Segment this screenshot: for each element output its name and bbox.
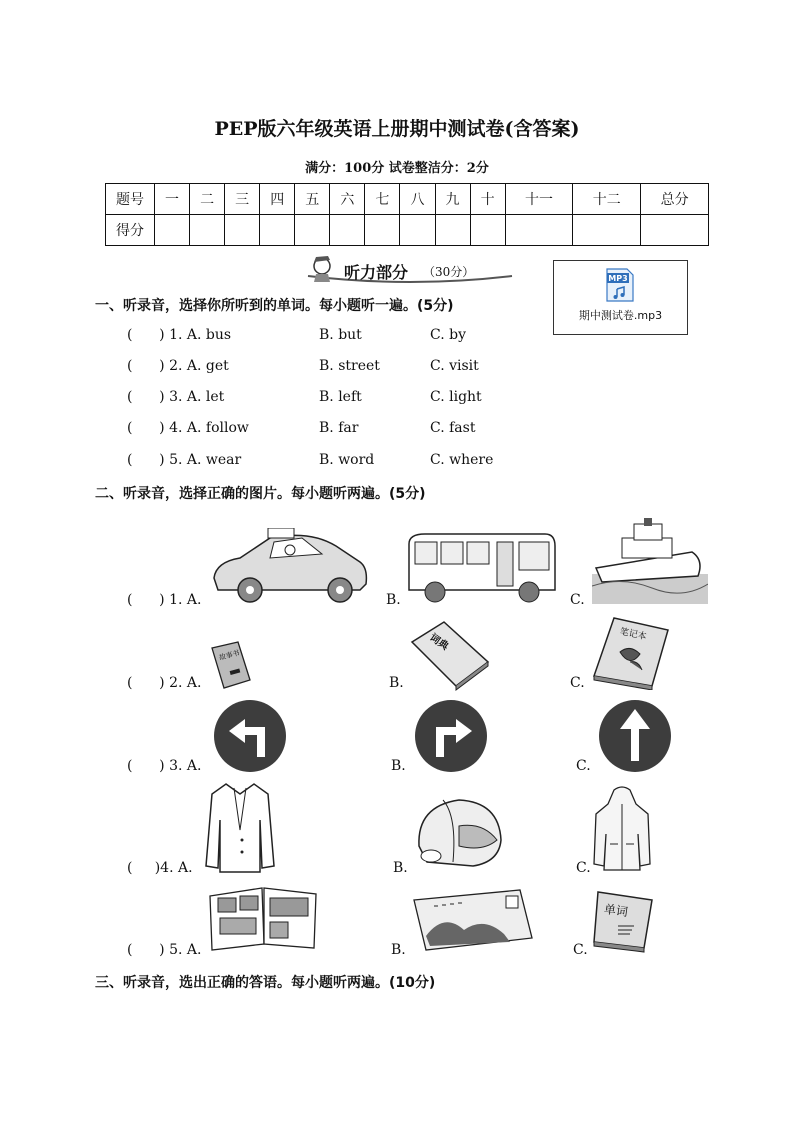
score-cell[interactable]: [400, 215, 435, 246]
table-cell: 五: [295, 184, 330, 215]
score-cell[interactable]: [641, 215, 709, 246]
table-cell: 八: [400, 184, 435, 215]
option-c-label[interactable]: C.: [570, 675, 585, 691]
option-b-label[interactable]: B.: [391, 758, 406, 774]
table-cell: 题号: [106, 184, 155, 215]
score-table: [105, 183, 709, 246]
storybook-image[interactable]: [208, 640, 254, 692]
table-cell: 十二: [573, 184, 641, 215]
option-a-label[interactable]: ) 2. A.: [159, 675, 202, 691]
score-cell[interactable]: [330, 215, 365, 246]
turn-left-sign-icon[interactable]: [213, 699, 287, 773]
score-cell[interactable]: [295, 215, 330, 246]
question-option-a[interactable]: ) 2. A. get: [159, 358, 229, 374]
option-c-label[interactable]: C.: [576, 860, 591, 876]
book-label: 单词: [603, 901, 629, 920]
taxi-image[interactable]: [210, 528, 370, 606]
picture-question-2: ( ) 2. A.: [127, 675, 202, 691]
option-c-label[interactable]: C.: [570, 592, 585, 608]
picture-question-5: ( ) 5. A.: [127, 942, 202, 958]
option-b-label[interactable]: B.: [391, 942, 406, 958]
banner-decoration: [300, 254, 520, 284]
question-option-a[interactable]: ) 1. A. bus: [159, 327, 232, 343]
section1-heading: 一、听录音，选择你所听到的单词。每小题听一遍。(5分): [95, 298, 454, 314]
score-table-score-row: [106, 215, 709, 246]
question-option-a[interactable]: ) 3. A. let: [159, 389, 225, 405]
option-c-label[interactable]: C.: [576, 758, 591, 774]
score-info: 满分：100分 试卷整洁分：2分: [305, 161, 489, 176]
question-option-a[interactable]: ) 5. A. wear: [159, 452, 242, 468]
section3-heading: 三、听录音，选出正确的答语。每小题听两遍。(10分): [95, 975, 436, 991]
option-b-label[interactable]: B.: [389, 675, 404, 691]
score-cell[interactable]: [435, 215, 470, 246]
option-b-label[interactable]: B.: [386, 592, 401, 608]
mp3-file-icon: [605, 267, 635, 303]
postcard-image[interactable]: [410, 886, 534, 952]
table-cell: 七: [365, 184, 400, 215]
option-c-label[interactable]: C.: [573, 942, 588, 958]
question-option-b[interactable]: B. street: [319, 358, 380, 374]
raincoat-image[interactable]: [592, 784, 652, 872]
audio-filename: 期中测试卷.mp3: [578, 309, 663, 322]
jacket-image[interactable]: [204, 780, 276, 874]
magazine-image[interactable]: [208, 884, 320, 952]
svg-text:MP3: MP3: [608, 274, 628, 283]
list-item: ( ) 2. A. get: [127, 358, 229, 374]
dictionary-image[interactable]: [408, 620, 492, 692]
option-a-label[interactable]: )4. A.: [154, 860, 193, 876]
question-option-c[interactable]: C. light: [430, 389, 482, 405]
listening-banner: [300, 254, 520, 284]
list-item: ( ) 5. A. wear: [127, 452, 242, 468]
book-label: 故事书: [218, 648, 241, 663]
score-cell[interactable]: [505, 215, 573, 246]
score-cell[interactable]: [190, 215, 225, 246]
wordbook-image[interactable]: [592, 886, 658, 954]
list-item: ( ) 3. A. let: [127, 389, 225, 405]
score-cell[interactable]: [573, 215, 641, 246]
score-cell[interactable]: [260, 215, 295, 246]
picture-question-4: ( )4. A.: [127, 860, 193, 876]
table-cell: 九: [435, 184, 470, 215]
section2-heading: 二、听录音，选择正确的图片。每小题听两遍。(5分): [95, 486, 426, 502]
ship-image[interactable]: [592, 516, 708, 604]
table-cell: 四: [260, 184, 295, 215]
score-cell[interactable]: [225, 215, 260, 246]
picture-question-1: ( ) 1. A.: [127, 592, 202, 608]
helmet-image[interactable]: [413, 796, 505, 868]
book-label: 词典: [427, 632, 451, 653]
question-option-b[interactable]: B. but: [319, 327, 362, 343]
turn-right-sign-icon[interactable]: [414, 699, 488, 773]
question-option-c[interactable]: C. visit: [430, 358, 479, 374]
table-cell: 三: [225, 184, 260, 215]
question-option-b[interactable]: B. far: [319, 420, 359, 436]
option-a-label[interactable]: ) 3. A.: [159, 758, 202, 774]
go-straight-sign-icon[interactable]: [598, 699, 672, 773]
question-option-b[interactable]: B. word: [319, 452, 375, 468]
table-cell: 六: [330, 184, 365, 215]
list-item: ( ) 1. A. bus: [127, 327, 232, 343]
question-option-b[interactable]: B. left: [319, 389, 362, 405]
option-b-label[interactable]: B.: [393, 860, 408, 876]
table-cell: 十: [470, 184, 505, 215]
banner-label: 听力部分: [344, 263, 409, 282]
question-option-c[interactable]: C. fast: [430, 420, 476, 436]
score-table-header-row: [106, 184, 709, 215]
question-option-a[interactable]: ) 4. A. follow: [159, 420, 249, 436]
option-a-label[interactable]: ) 5. A.: [159, 942, 202, 958]
table-cell: 得分: [106, 215, 155, 246]
question-option-c[interactable]: C. where: [430, 452, 494, 468]
table-cell: 十一: [505, 184, 573, 215]
table-cell: 一: [155, 184, 190, 215]
banner-score: （30分）: [423, 265, 475, 279]
list-item: ( ) 4. A. follow: [127, 420, 249, 436]
bus-image[interactable]: [405, 530, 557, 606]
audio-attachment[interactable]: [553, 260, 688, 335]
picture-question-3: ( ) 3. A.: [127, 758, 202, 774]
question-option-c[interactable]: C. by: [430, 327, 466, 343]
book-label: 笔记本: [618, 626, 648, 643]
table-cell: 总分: [641, 184, 709, 215]
score-cell[interactable]: [365, 215, 400, 246]
score-cell[interactable]: [470, 215, 505, 246]
option-a-label[interactable]: ) 1. A.: [159, 592, 202, 608]
table-cell: 二: [190, 184, 225, 215]
notebook-image[interactable]: [590, 616, 672, 690]
page-title: PEP版六年级英语上册期中测试卷(含答案): [214, 118, 580, 140]
score-cell[interactable]: [155, 215, 190, 246]
